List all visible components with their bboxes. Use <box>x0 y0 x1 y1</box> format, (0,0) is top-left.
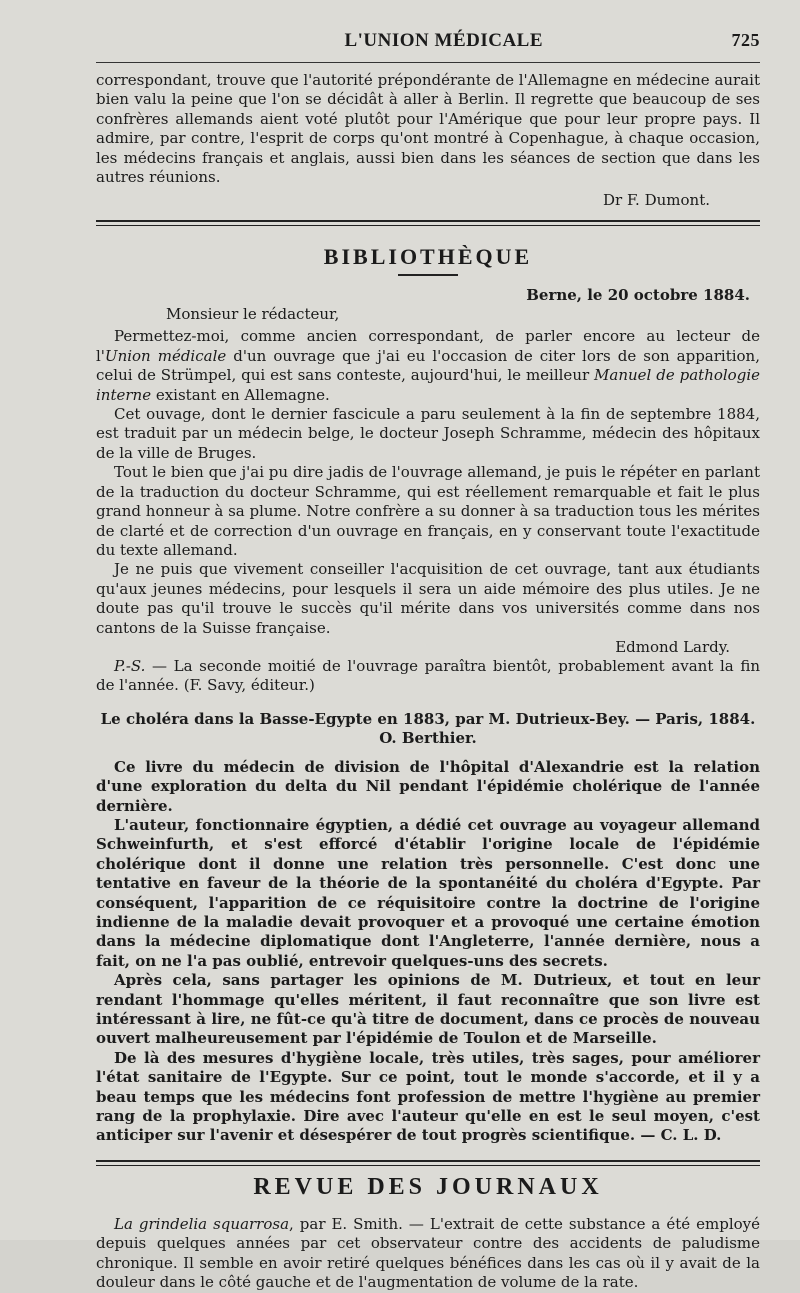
signature-dumont: Dr F. Dumont. <box>603 191 710 210</box>
review-paragraph-1: Ce livre du médecin de division de l'hôpital d'Alexandrie est la relation d'une exploration du delta du Nil pendant l'épidémie cholérique de l'année dernière. <box>96 757 760 815</box>
header-rule <box>96 62 760 63</box>
revue-heading: REVUE DES JOURNAUX <box>253 1173 603 1200</box>
running-head <box>96 30 760 62</box>
review-paragraph-3: Après cela, sans partager les opinions de M. Dutrieux, et tout en leur rendant l'hommage qu'elles méritent, il faut reconnaître que son livre est intéressant à lire, ne fût-ce qu'à titre de document, dans ce procès de nouveau ouvert malheureusement par l'épidémie de Toulon et de Marseille. <box>96 971 760 1048</box>
letter-paragraph-3: Tout le bien que j'ai pu dire jadis de l'ouvrage allemand, je puis le répéter en parlant de la traduction du docteur Schramme, qui est réellement remarquable et fait le plus grand honneur à sa plume. Notre confrère a su donner à sa traduction tous les mérites de clarté et de correction d'un ouvrage en français, en y conservant toute l'exactitude du texte allemand. <box>96 463 760 559</box>
letter-paragraph-4: Je ne puis que vivement conseiller l'acquisition de cet ouvrage, tant aux étudiants qu'aux jeunes médecins, pour lesquels il sera un aide mémoire des plus utiles. Je ne doute pas qu'il trouve le succès qu'il mérite dans vos universités comme dans nos cantons de la Suisse française. <box>96 560 760 637</box>
bibliotheque-heading: BIBLIOTHÈQUE <box>323 244 533 270</box>
review-paragraph-2: L'auteur, fonctionnaire égyptien, a dédié cet ouvrage au voyageur allemand Schweinfurth, et s'est efforcé d'établir l'origine locale de l'épidémie cholérique dont il donne une relation très personnelle. C'est donc une tentative en faveur de la théorie de la spontanéité du choléra d'Egypte. Par conséquent, l'apparition de ce réquisitoire contre la doctrine de l'origine indienne de la maladie devait provoquer et a provoqué une certaine émotion dans la médecine diplomatique dont l'Angleterre, l'année dernière, nous a fait, on ne l'a pas oublié, entrevoir quelques-uns des secrets. <box>96 815 760 970</box>
letter-date: Berne, le 20 octobre 1884. <box>526 286 750 305</box>
revue-separator <box>96 1160 760 1166</box>
heading-underline <box>398 274 458 276</box>
journal-title: L'UNION MÉDICALE <box>344 30 544 51</box>
signature-lardy: Edmond Lardy. <box>615 637 730 656</box>
letter-paragraph-1: Permettez-moi, comme ancien correspondant, de parler encore au lecteur de l'Union médicale d'un ouvrage que j'ai eu l'occasion de citer lors de son apparition, celui de Strümpel, qui est sans conteste, aujourd'hui, le meilleur Manuel de pathologie interne existant en Allemagne. <box>96 327 760 404</box>
page-number: 725 <box>731 30 760 50</box>
revue-paragraph-1: La grindelia squarrosa, par E. Smith. — L'extrait de cette substance a été employé depuis quelques années par cet observateur contre des accidents de paludisme chronique. Il semble en avoir retiré quelques bénéfices dans les cas où il y avait de la douleur dans le côté gauche et de l'augmentation de volume de la rate. <box>96 1214 760 1292</box>
review-author: O. Berthier. <box>379 728 477 747</box>
review-paragraph-4: De là des mesures d'hygiène locale, très utiles, très sages, pour améliorer l'état sanitaire de l'Egypte. Sur ce point, tout le monde s'accorde, et il y a beau temps que les médecins font profession de mettre l'hygiène au premier rang de la prophylaxie. Dire avec l'auteur qu'elle en est le seul moyen, c'est anticiper sur l'avenir et désespérer de tout progrès scientifique. — C. L. D. <box>96 1048 760 1145</box>
continued-paragraph: correspondant, trouve que l'autorité prépondérante de l'Allemagne en médecine aurait bien valu la peine que l'on se décidât à aller à Berlin. Il regrette que beaucoup de ses confrères allemands aient voté plutôt pour l'Amérique que pour leur propre pays. Il admire, par contre, l'esprit de corps qu'ont montré à Copenhague, à chaque occasion, les médecins français et anglais, aussi bien dans les séances de section que dans les autres réunions. <box>96 71 760 187</box>
postscript: P.-S. — La seconde moitié de l'ouvrage paraîtra bientôt, probablement avant la fin de l'année. (F. Savy, éditeur.) <box>96 656 760 695</box>
section-separator <box>96 220 760 226</box>
letter-salutation: Monsieur le rédacteur, <box>166 305 340 324</box>
review-book-title: Le choléra dans la Basse-Egypte en 1883, par M. Dutrieux-Bey. — Paris, 1884. <box>100 709 756 728</box>
letter-paragraph-2: Cet ouvage, dont le dernier fascicule a paru seulement à la fin de septembre 1884, est traduit par un médecin belge, le docteur Joseph Schramme, médecin des hôpitaux de la ville de Bruges. <box>96 405 760 462</box>
